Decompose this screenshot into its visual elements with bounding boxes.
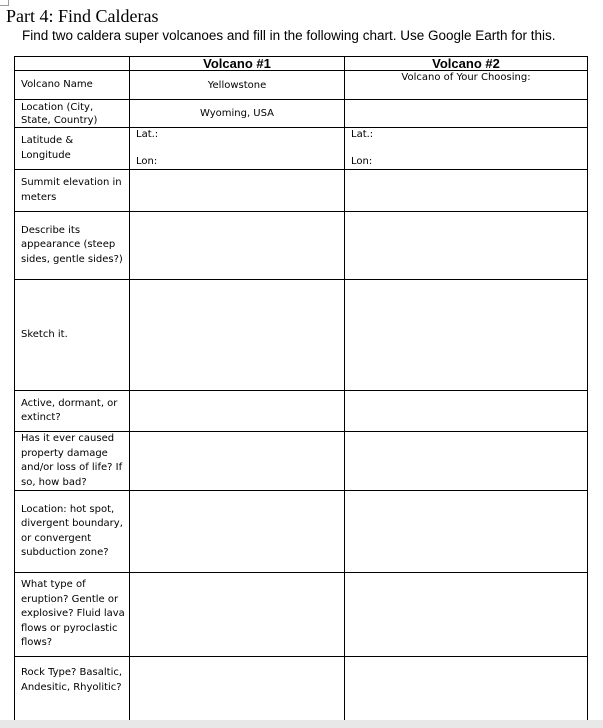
row-eruption-type (15, 573, 588, 657)
volcano-1-location-text: Wyoming, USA (199, 108, 274, 119)
row-rock-type (15, 657, 588, 722)
volcano-1-lon-label: Lon: (136, 156, 158, 167)
volcano-1-tectonic-location[interactable] (130, 491, 345, 573)
volcano-2-location[interactable] (345, 100, 588, 128)
volcano-1-location[interactable] (130, 100, 345, 128)
volcano-2-rock-type[interactable] (345, 657, 588, 722)
label-lat-lon: Latitude & Longitude (15, 128, 130, 170)
calderas-chart (14, 56, 588, 722)
volcano-1-status[interactable] (130, 391, 345, 432)
volcano-1-sketch[interactable] (130, 280, 345, 391)
row-lat-lon (15, 128, 588, 170)
volcano-2-lat-lon[interactable] (345, 128, 588, 170)
row-appearance (15, 212, 588, 280)
row-volcano-name (15, 71, 588, 100)
page-bottom-strip (0, 720, 603, 728)
volcano-1-lat-label: Lat.: (136, 129, 159, 140)
volcano-1-rock-type[interactable] (130, 657, 345, 722)
header-empty-cell (15, 57, 130, 71)
header-row (15, 57, 588, 71)
row-sketch (15, 280, 588, 391)
volcano-2-appearance[interactable] (345, 212, 588, 280)
row-summit-elevation (15, 170, 588, 212)
instructions: Find two caldera super volcanoes and fill in the following chart. Use Google Earth for this. (22, 28, 556, 43)
volcano-1-eruption-type[interactable] (130, 573, 345, 657)
label-damage: Has it ever caused property damage and/or loss of life? If so, how bad? (15, 432, 130, 491)
label-status: Active, dormant, or extinct? (15, 391, 130, 432)
volcano-2-eruption-type[interactable] (345, 573, 588, 657)
volcano-1-lat-lon[interactable] (130, 128, 345, 170)
label-rock-type: Rock Type? Basaltic, Andesitic, Rhyolitic? (15, 657, 130, 722)
volcano-1-appearance[interactable] (130, 212, 345, 280)
volcano-2-damage[interactable] (345, 432, 588, 491)
volcano-1-name[interactable] (130, 71, 345, 100)
part-title: Part 4: Find Calderas (6, 6, 159, 26)
volcano-2-lat-label: Lat.: (351, 129, 374, 140)
label-volcano-name: Volcano Name (15, 71, 130, 100)
label-sketch: Sketch it. (15, 280, 130, 391)
label-location: Location (City, State, Country) (15, 100, 130, 128)
label-summit-elevation: Summit elevation in meters (15, 170, 130, 212)
volcano-1-name-text: Yellowstone (207, 79, 267, 91)
row-damage (15, 432, 588, 491)
row-tectonic-location (15, 491, 588, 573)
volcano-2-header: Volcano #2 (345, 57, 588, 71)
label-eruption-type: What type of eruption? Gentle or explosive? Fluid lava flows or pyroclastic flows? (15, 573, 130, 657)
label-tectonic-location: Location: hot spot, divergent boundary, or convergent subduction zone? (15, 491, 130, 573)
volcano-1-header: Volcano #1 (130, 57, 345, 71)
volcano-2-sketch[interactable] (345, 280, 588, 391)
volcano-1-summit-elevation[interactable] (130, 170, 345, 212)
volcano-2-status[interactable] (345, 391, 588, 432)
volcano-2-summit-elevation[interactable] (345, 170, 588, 212)
volcano-2-name-prompt: Volcano of Your Choosing: (401, 72, 531, 83)
row-location (15, 100, 588, 128)
volcano-2-lon-label: Lon: (351, 156, 373, 167)
row-status (15, 391, 588, 432)
label-appearance: Describe its appearance (steep sides, gentle sides?) (15, 212, 130, 280)
volcano-2-name[interactable] (345, 71, 588, 100)
volcano-1-damage[interactable] (130, 432, 345, 491)
volcano-2-tectonic-location[interactable] (345, 491, 588, 573)
